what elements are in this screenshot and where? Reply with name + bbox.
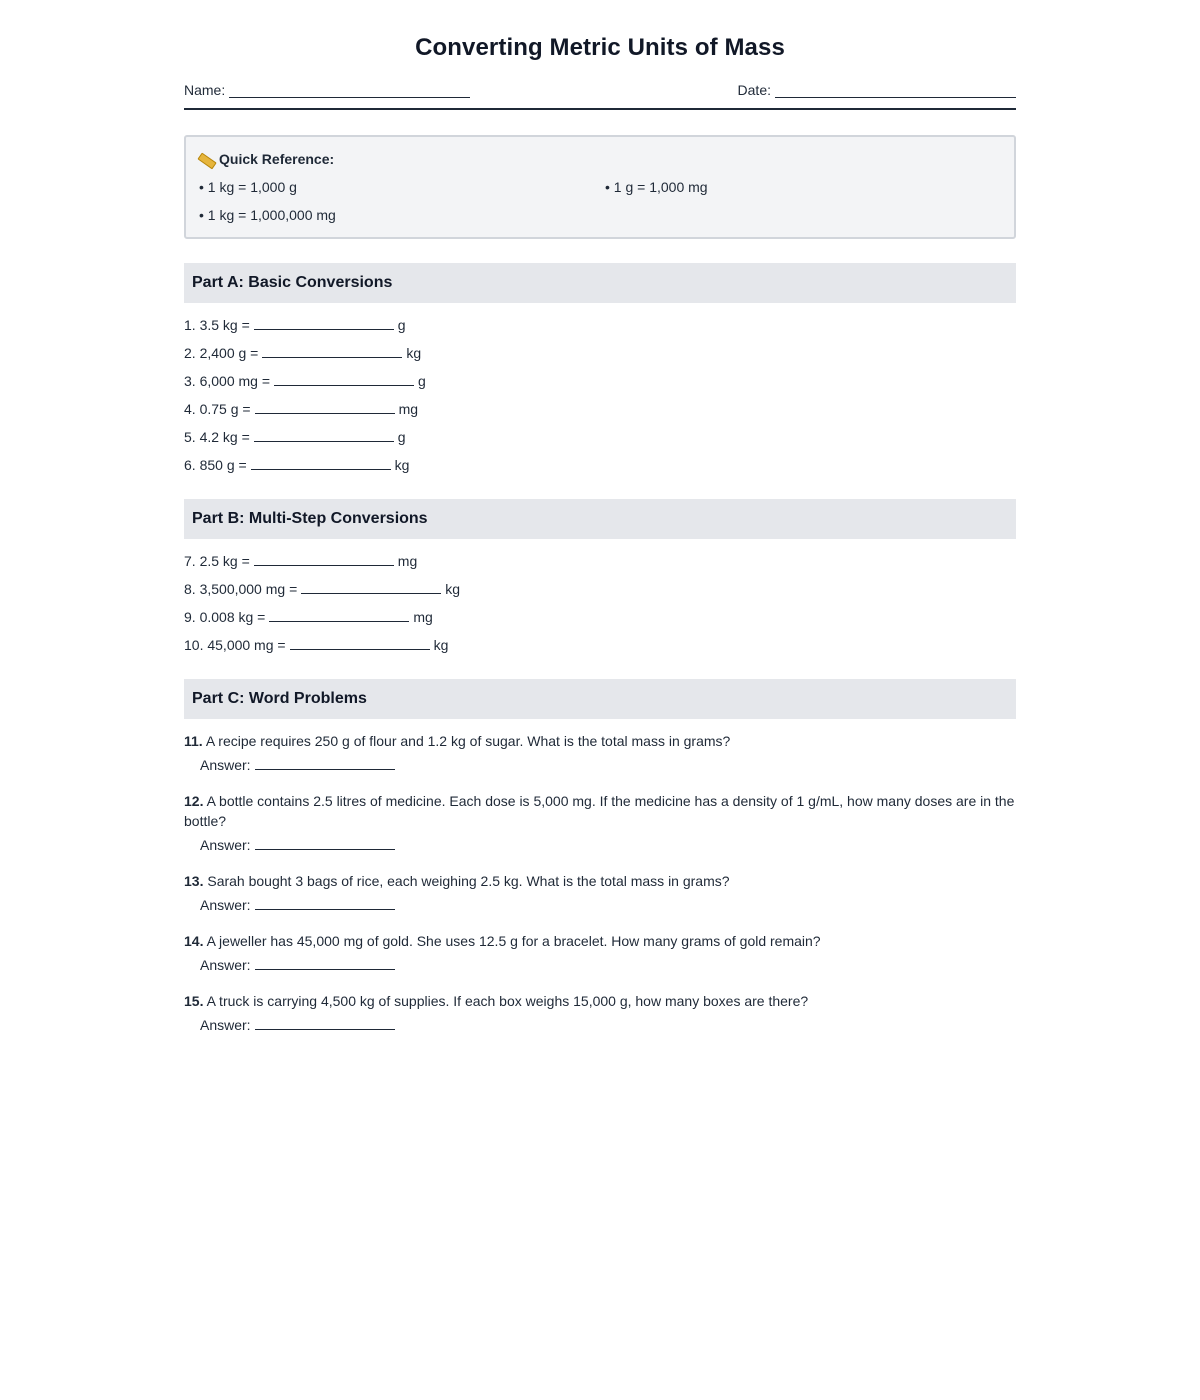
answer-blank[interactable]	[254, 315, 394, 330]
answer-label: Answer:	[200, 757, 251, 773]
reference-item: • 1 kg = 1,000,000 mg	[199, 207, 336, 223]
question-item: 9. 0.008 kg = mg	[184, 609, 433, 625]
answer-label: Answer:	[200, 837, 251, 853]
name-field	[184, 82, 470, 98]
ruler-icon	[197, 151, 214, 167]
name-input-line[interactable]	[229, 83, 470, 98]
answer-blank[interactable]	[274, 371, 414, 386]
answer-label: Answer:	[200, 897, 251, 913]
question-item: 10. 45,000 mg = kg	[184, 637, 449, 653]
reference-list	[199, 177, 1001, 225]
question-item: 7. 2.5 kg = mg	[184, 553, 418, 569]
answer-blank[interactable]	[251, 455, 391, 470]
part-c-problems	[184, 731, 1016, 1035]
answer-label: Answer:	[200, 1017, 251, 1033]
word-problem: 12. A bottle contains 2.5 litres of medicine. Each dose is 5,000 mg. If the medicine has a density of 1 g/mL, how many doses are in the bottle? Answer:	[184, 793, 1015, 853]
part-b-questions	[184, 551, 1016, 655]
part-c-heading: Part C: Word Problems	[184, 679, 1016, 719]
part-a-heading: Part A: Basic Conversions	[184, 263, 1016, 303]
question-item: 3. 6,000 mg = g	[184, 373, 426, 389]
name-label: Name:	[184, 82, 226, 98]
answer-blank[interactable]	[255, 895, 395, 910]
answer-blank[interactable]	[254, 427, 394, 442]
page-title: Converting Metric Units of Mass	[415, 34, 785, 61]
answer-blank[interactable]	[255, 399, 395, 414]
answer-blank[interactable]	[255, 1015, 395, 1030]
answer-blank[interactable]	[255, 955, 395, 970]
reference-item: • 1 kg = 1,000 g	[199, 179, 297, 195]
answer-blank[interactable]	[262, 343, 402, 358]
question-item: 4. 0.75 g = mg	[184, 401, 419, 417]
worksheet-page	[184, 0, 1016, 1035]
student-info-row	[184, 82, 1016, 110]
question-item: 5. 4.2 kg = g	[184, 429, 406, 445]
quick-reference-title: Quick Reference:	[219, 151, 335, 167]
answer-blank[interactable]	[255, 835, 395, 850]
answer-blank[interactable]	[290, 635, 430, 650]
answer-blank[interactable]	[255, 755, 395, 770]
date-input-line[interactable]	[775, 83, 1016, 98]
word-problem: 14. A jeweller has 45,000 mg of gold. She uses 12.5 g for a bracelet. How many grams of gold remain? Answer:	[184, 933, 821, 973]
word-problem: 13. Sarah bought 3 bags of rice, each weighing 2.5 kg. What is the total mass in grams? Answer:	[184, 873, 730, 913]
answer-blank[interactable]	[269, 607, 409, 622]
part-a-questions	[184, 315, 1016, 475]
reference-item: • 1 g = 1,000 mg	[605, 179, 708, 195]
answer-label: Answer:	[200, 957, 251, 973]
quick-reference-box	[184, 135, 1016, 239]
question-item: 6. 850 g = kg	[184, 457, 410, 473]
answer-blank[interactable]	[301, 579, 441, 594]
date-field	[738, 82, 1016, 98]
quick-reference-heading	[199, 149, 1001, 169]
part-b-heading: Part B: Multi-Step Conversions	[184, 499, 1016, 539]
answer-blank[interactable]	[254, 551, 394, 566]
question-item: 8. 3,500,000 mg = kg	[184, 581, 461, 597]
word-problem: 15. A truck is carrying 4,500 kg of supplies. If each box weighs 15,000 g, how many boxes are there? Answer:	[184, 993, 809, 1033]
question-item: 2. 2,400 g = kg	[184, 345, 422, 361]
question-item: 1. 3.5 kg = g	[184, 317, 406, 333]
word-problem: 11. A recipe requires 250 g of flour and 1.2 kg of sugar. What is the total mass in grams? Answer:	[184, 733, 731, 773]
date-label: Date:	[737, 82, 771, 98]
